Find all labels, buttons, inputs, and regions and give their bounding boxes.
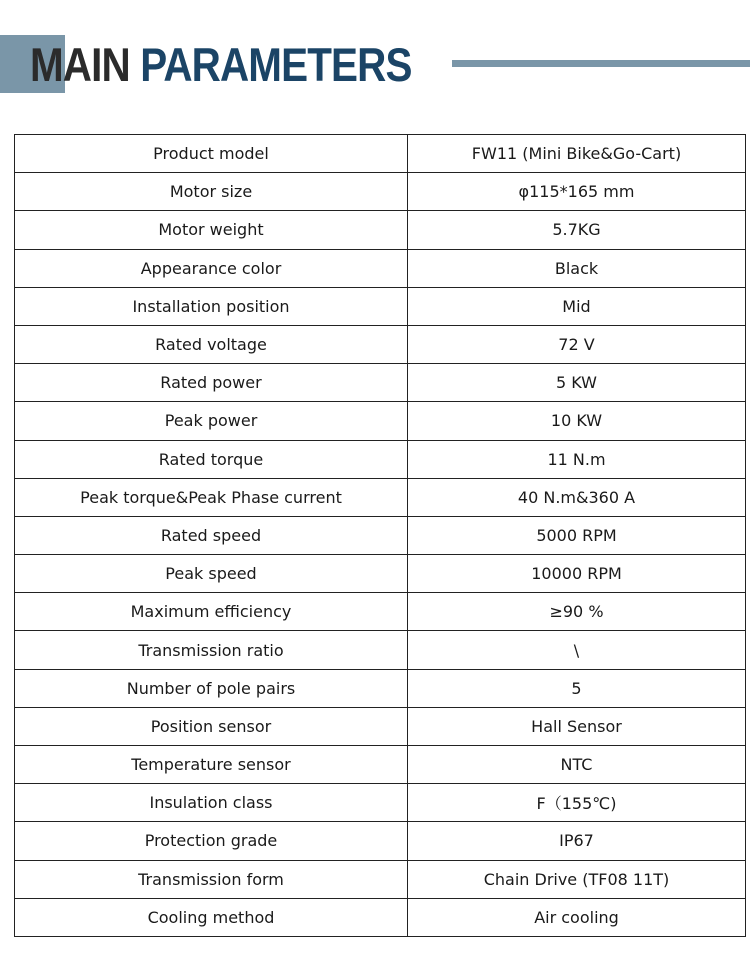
table-row	[15, 211, 746, 249]
table-row	[15, 325, 746, 363]
table-row	[15, 478, 746, 516]
table-row	[15, 440, 746, 478]
parameter-label: Insulation class	[15, 784, 408, 822]
parameter-label: Rated voltage	[15, 325, 408, 363]
parameter-value: F（155℃)	[408, 784, 746, 822]
parameter-label: Installation position	[15, 287, 408, 325]
parameter-label: Temperature sensor	[15, 746, 408, 784]
table-row	[15, 669, 746, 707]
table-row	[15, 860, 746, 898]
table-row	[15, 402, 746, 440]
parameter-label: Rated speed	[15, 516, 408, 554]
parameter-value: Black	[408, 249, 746, 287]
title-word-parameters: PARAMETERS	[140, 38, 412, 91]
parameter-value: 5.7KG	[408, 211, 746, 249]
parameter-value: NTC	[408, 746, 746, 784]
parameter-value: Chain Drive (TF08 11T)	[408, 860, 746, 898]
parameter-value: 10 KW	[408, 402, 746, 440]
parameter-label: Motor weight	[15, 211, 408, 249]
table-row	[15, 516, 746, 554]
table-row	[15, 746, 746, 784]
parameters-table	[14, 134, 746, 937]
parameter-value: IP67	[408, 822, 746, 860]
table-row	[15, 707, 746, 745]
parameter-label: Number of pole pairs	[15, 669, 408, 707]
parameter-value: 5 KW	[408, 364, 746, 402]
parameter-label: Motor size	[15, 173, 408, 211]
parameter-label: Peak speed	[15, 555, 408, 593]
parameter-value: φ115*165 mm	[408, 173, 746, 211]
parameter-label: Rated torque	[15, 440, 408, 478]
parameter-label: Position sensor	[15, 707, 408, 745]
parameter-label: Protection grade	[15, 822, 408, 860]
title-word-main: MAIN	[30, 38, 130, 91]
parameter-value: Air cooling	[408, 898, 746, 936]
table-row	[15, 249, 746, 287]
table-row	[15, 784, 746, 822]
parameter-value: 5	[408, 669, 746, 707]
table-row	[15, 822, 746, 860]
parameter-value: 11 N.m	[408, 440, 746, 478]
table-row	[15, 364, 746, 402]
parameter-value: 40 N.m&360 A	[408, 478, 746, 516]
parameter-label: Transmission ratio	[15, 631, 408, 669]
table-row	[15, 135, 746, 173]
page-title	[30, 36, 412, 94]
parameter-value: ≥90 %	[408, 593, 746, 631]
parameter-label: Peak torque&Peak Phase current	[15, 478, 408, 516]
table-row	[15, 287, 746, 325]
parameter-label: Peak power	[15, 402, 408, 440]
table-row	[15, 555, 746, 593]
table-row	[15, 173, 746, 211]
table-row	[15, 593, 746, 631]
parameter-label: Rated power	[15, 364, 408, 402]
parameter-value: 10000 RPM	[408, 555, 746, 593]
table-row	[15, 898, 746, 936]
parameter-label: Cooling method	[15, 898, 408, 936]
parameter-label: Appearance color	[15, 249, 408, 287]
table-row	[15, 631, 746, 669]
parameter-value: Mid	[408, 287, 746, 325]
parameter-label: Transmission form	[15, 860, 408, 898]
parameter-value: \	[408, 631, 746, 669]
parameter-value: 5000 RPM	[408, 516, 746, 554]
parameter-value: 72 V	[408, 325, 746, 363]
parameter-label: Product model	[15, 135, 408, 173]
parameters-table-body	[15, 135, 746, 937]
parameter-value: Hall Sensor	[408, 707, 746, 745]
header-divider-line	[452, 60, 750, 67]
parameter-label: Maximum efficiency	[15, 593, 408, 631]
parameter-value: FW11 (Mini Bike&Go-Cart)	[408, 135, 746, 173]
